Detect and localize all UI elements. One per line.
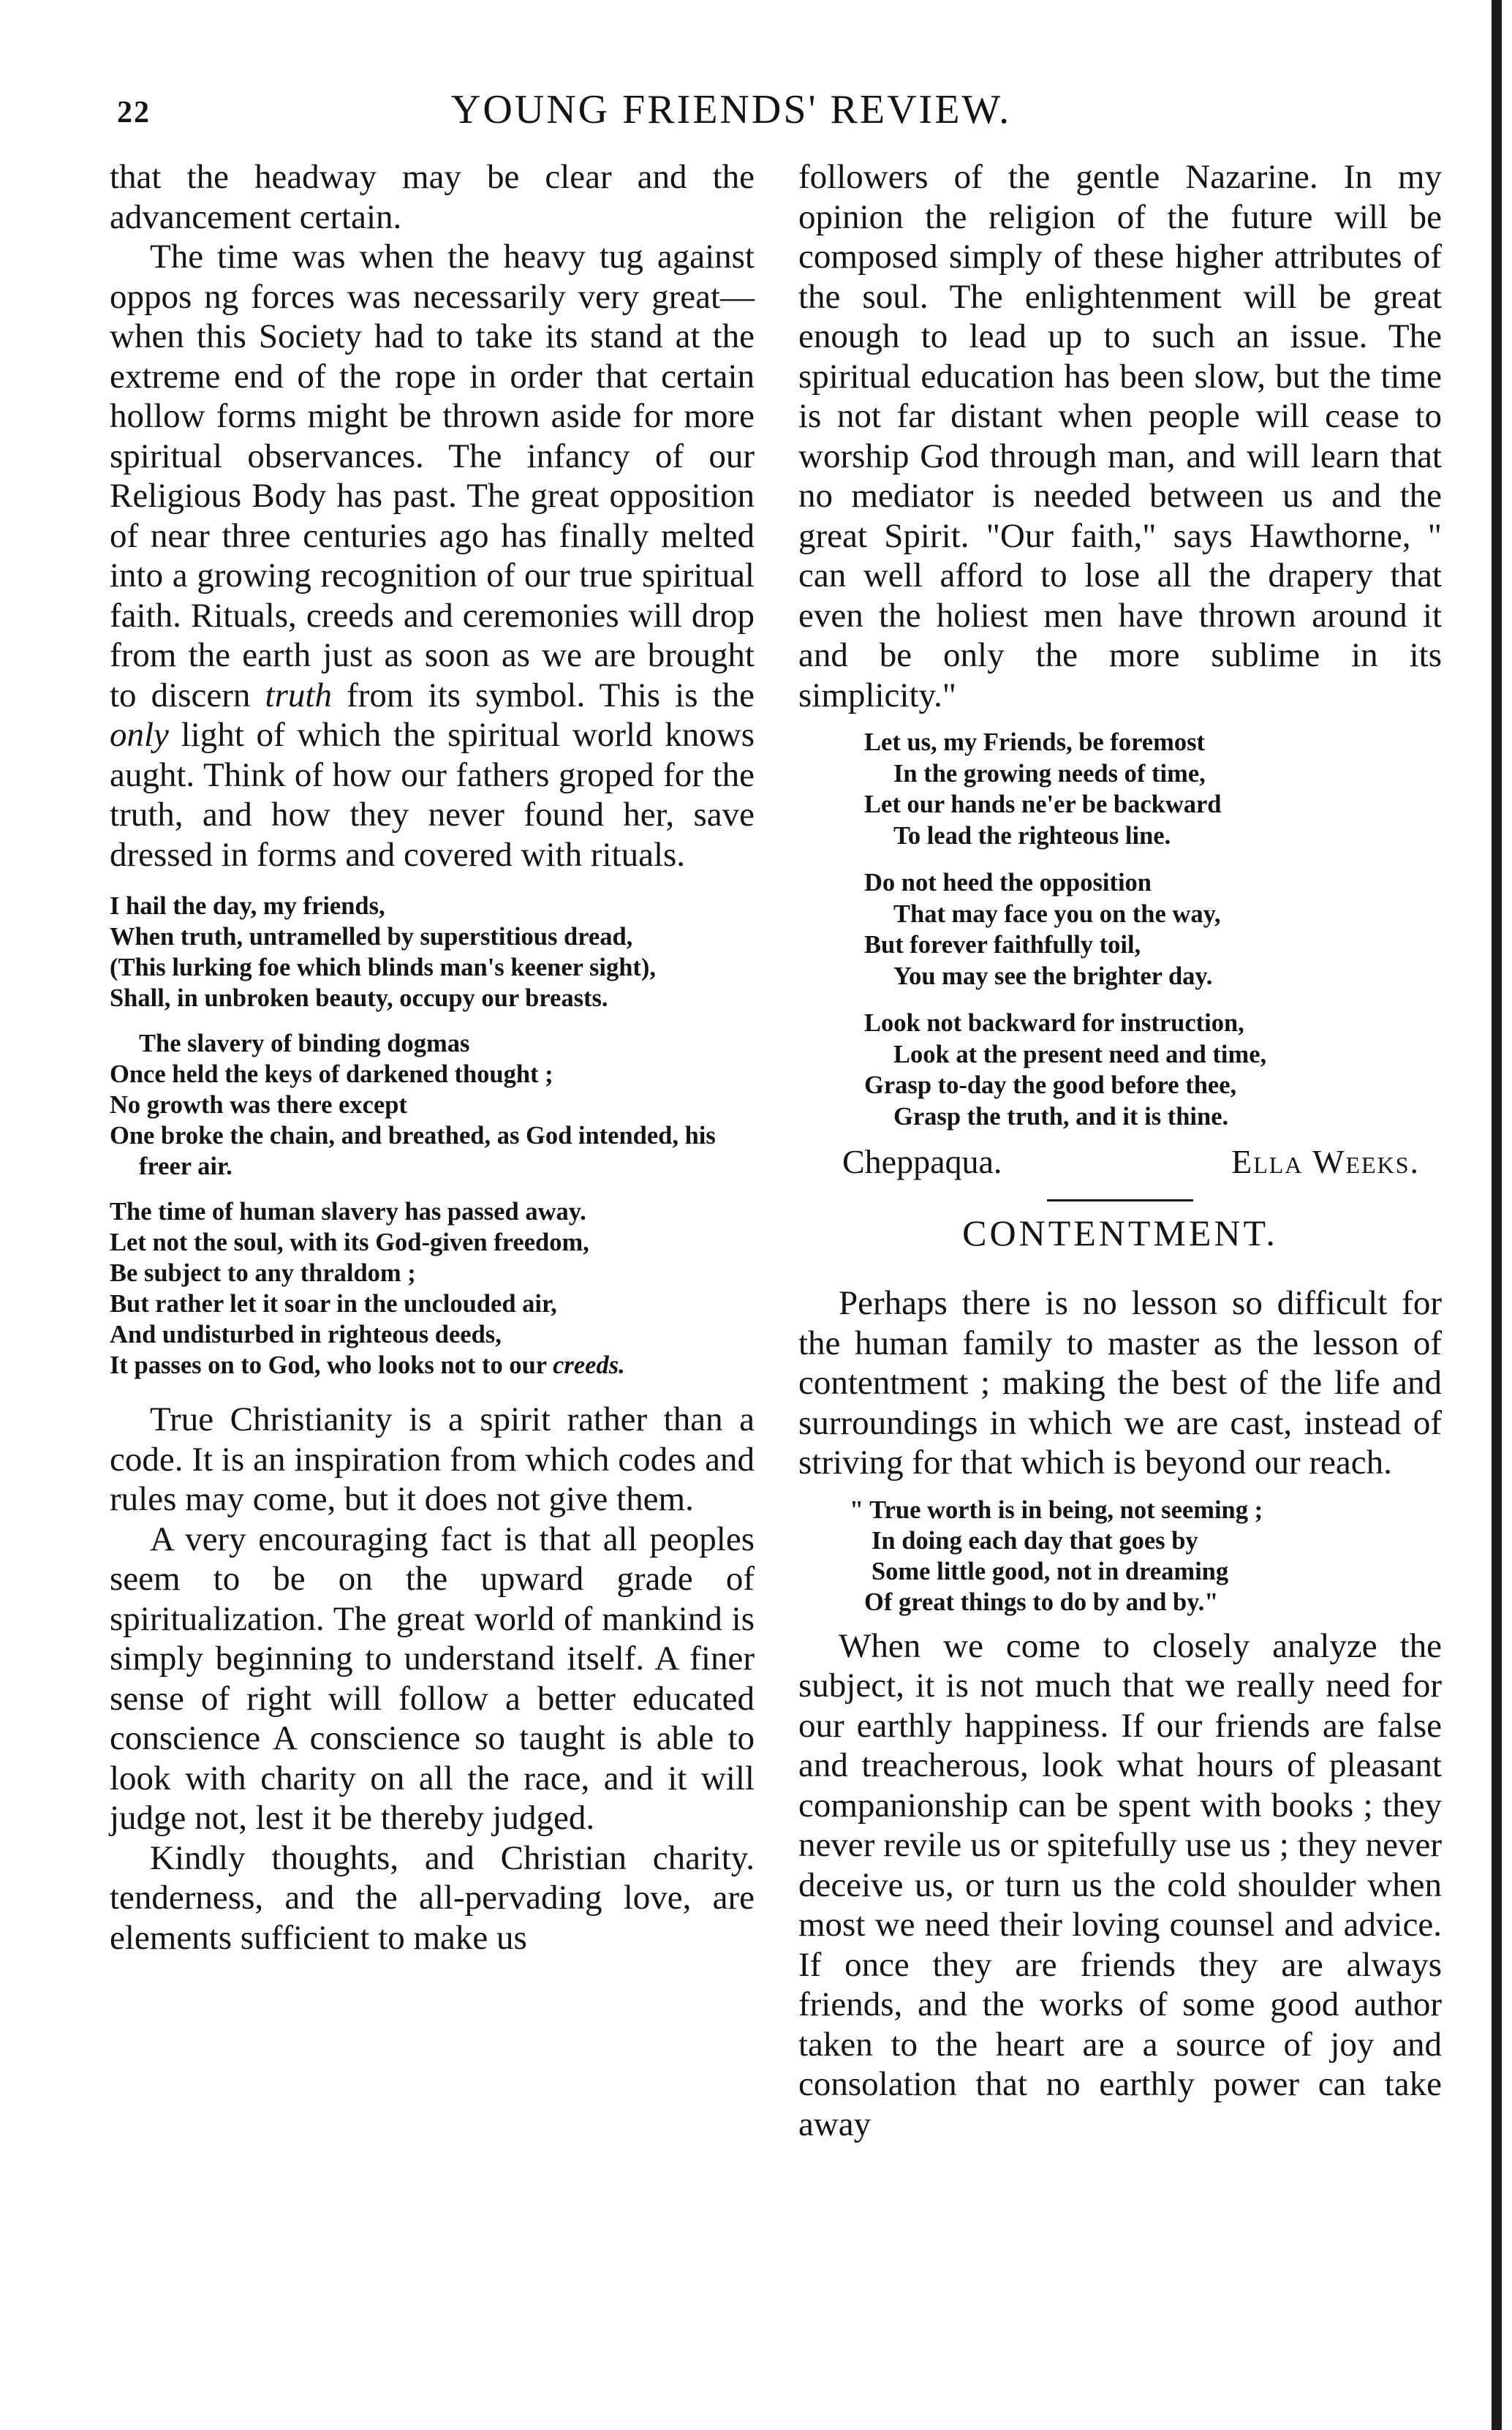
paragraph-text: from its symbol. This is the: [347, 676, 755, 714]
left-column: [110, 157, 755, 1958]
poem-line: (This lurking foe which blinds man's keener sight),: [110, 954, 657, 981]
poem-line: Look at the present need and time,: [893, 1040, 1267, 1068]
paragraph: that the headway may be clear and the advancement certain.: [110, 158, 755, 236]
poem-line: No growth was there except: [110, 1091, 407, 1119]
poem-line: Do not heed the opposition: [864, 869, 1152, 897]
journal-title: YOUNG FRIENDS' REVIEW.: [450, 87, 1012, 132]
poem-line: Grasp the truth, and it is thine.: [893, 1102, 1229, 1131]
poem-line: In doing each day that goes by: [872, 1526, 1198, 1555]
poem-line: Of great things to do by and by.": [864, 1588, 1219, 1616]
paragraph: When we come to closely analyze the subject, it is not much that we really need for our earthly happiness. If our friends are false and treacherous, look what hours of pleasant companionship can be spent with books ; they never revile us or spitefully use us ; they never deceive us, or turn us the cold shoulder when most we need their loving counsel and advice. If once they are friends they are always friends, and the works of some good author taken to the heart are a source of joy and consolation that no earthly power can take away: [798, 1626, 1442, 2143]
poem-line: Once held the keys of darkened thought ;: [110, 1060, 553, 1088]
poem-line: But rather let it soar in the unclouded air,: [110, 1290, 557, 1318]
poem-line: In the growing needs of time,: [893, 759, 1206, 788]
poem-line: " True worth is in being, not seeming ;: [850, 1495, 1263, 1524]
page-edge-rule: [1492, 0, 1502, 2430]
poem-line: Some little good, not in dreaming: [872, 1557, 1229, 1585]
poem-stanza: [798, 727, 1442, 851]
emphasis: truth: [265, 676, 332, 714]
poem-line: And undisturbed in righteous deeds,: [110, 1321, 502, 1348]
poem-stanza: [110, 1196, 755, 1381]
poem-stanza: [110, 1028, 755, 1182]
right-column: [798, 157, 1442, 2144]
signature-author: Ella Weeks.: [1231, 1143, 1420, 1180]
page-header: [0, 86, 1462, 145]
poem-line: Let our hands ne'er be backward: [864, 790, 1222, 818]
signature-place: Cheppaqua.: [842, 1143, 1002, 1180]
poem-stanza: [110, 891, 755, 1014]
page-number: 22: [117, 96, 151, 129]
quoted-verse: [798, 1495, 1442, 1618]
poem-line: The slavery of binding dogmas: [139, 1030, 470, 1057]
paragraph-text: The time was when the heavy tug against oppos ng forces was necessarily very great—when this Society had to take its stand at the extreme end of the rope in order that certain hollow forms might be thrown aside for more spiritual observances. The infancy of our Religious Body has past. The great opposition of near three centuries ago has finally melted into a growing recognition of our true spiritual faith. Rituals, creeds and ceremonies will drop from the earth just as soon as we are brought to discern: [110, 238, 755, 714]
poem-right: [798, 727, 1442, 1132]
poem-line: Let us, my Friends, be foremost: [864, 728, 1206, 756]
paragraph: Kindly thoughts, and Christian charity. tenderness, and the all-pervading love, are elements sufficient to make us: [110, 1838, 755, 1957]
poem-line: Shall, in unbroken beauty, occupy our breasts.: [110, 984, 608, 1012]
paragraph-text: light of which the spiritual world knows aught. Think of how our fathers groped for the truth, and how they never found her, save dressed in forms and covered with rituals.: [110, 716, 755, 874]
poem-line: One broke the chain, and breathed, as God intended, his freer air.: [110, 1122, 716, 1180]
poem-line: Look not backward for instruction,: [864, 1009, 1244, 1037]
poem-line: You may see the brighter day.: [893, 962, 1213, 990]
paragraph: followers of the gentle Nazarine. In my opinion the religion of the future will be composed simply of these higher attributes of the soul. The enlightenment will be great enough to lead up to such an issue. The spiritual education has been slow, but the time is not far distant when people will cease to worship God through man, and will learn that no mediator is needed between us and the great Spirit. "Our faith," says Hawthorne, " can well afford to lose all the drapery that even the holiest men have thrown around it and be only the more sublime in its simplicity.": [798, 158, 1442, 714]
poem-stanza: [798, 867, 1442, 992]
poem-line: The time of human slavery has passed away.: [110, 1198, 586, 1226]
paragraph: True Christianity is a spirit rather than a code. It is an inspiration from which codes and rules may come, but it does not give them.: [110, 1400, 755, 1518]
poem-line-text: It passes on to God, who looks not to our: [110, 1351, 547, 1379]
paragraph: A very encouraging fact is that all peoples seem to be on the upward grade of spiritualization. The great world of mankind is simply beginning to understand itself. A finer sense of right will follow a better educated conscience A conscience so taught is able to look with charity on all the race, and it will judge not, lest it be thereby judged.: [110, 1520, 755, 1837]
emphasis: creeds.: [553, 1351, 625, 1379]
poem-line: To lead the righteous line.: [893, 821, 1171, 850]
poem-line: [110, 1350, 755, 1381]
poem-line: When truth, untramelled by superstitious dread,: [110, 923, 633, 951]
poem-line: Let not the soul, with its God-given freedom,: [110, 1229, 589, 1256]
emphasis: only: [110, 716, 169, 754]
poem-line: But forever faithfully toil,: [864, 931, 1141, 959]
section-title: CONTENTMENT.: [962, 1212, 1278, 1253]
poem-line: That may face you on the way,: [893, 899, 1221, 928]
paragraph: [110, 237, 755, 875]
poem-signature: [798, 1142, 1442, 1182]
poem-left: [110, 891, 755, 1381]
poem-line: I hail the day, my friends,: [110, 892, 385, 920]
section-divider: [1047, 1199, 1193, 1201]
poem-stanza: [798, 1008, 1442, 1132]
paragraph: Perhaps there is no lesson so difficult for the human family to master as the lesson of contentment ; making the best of the life and surroundings in which we are cast, instead of striving for that which is beyond our reach.: [798, 1284, 1442, 1482]
poem-line: Grasp to-day the good before thee,: [864, 1071, 1237, 1099]
poem-line: Be subject to any thraldom ;: [110, 1259, 416, 1287]
